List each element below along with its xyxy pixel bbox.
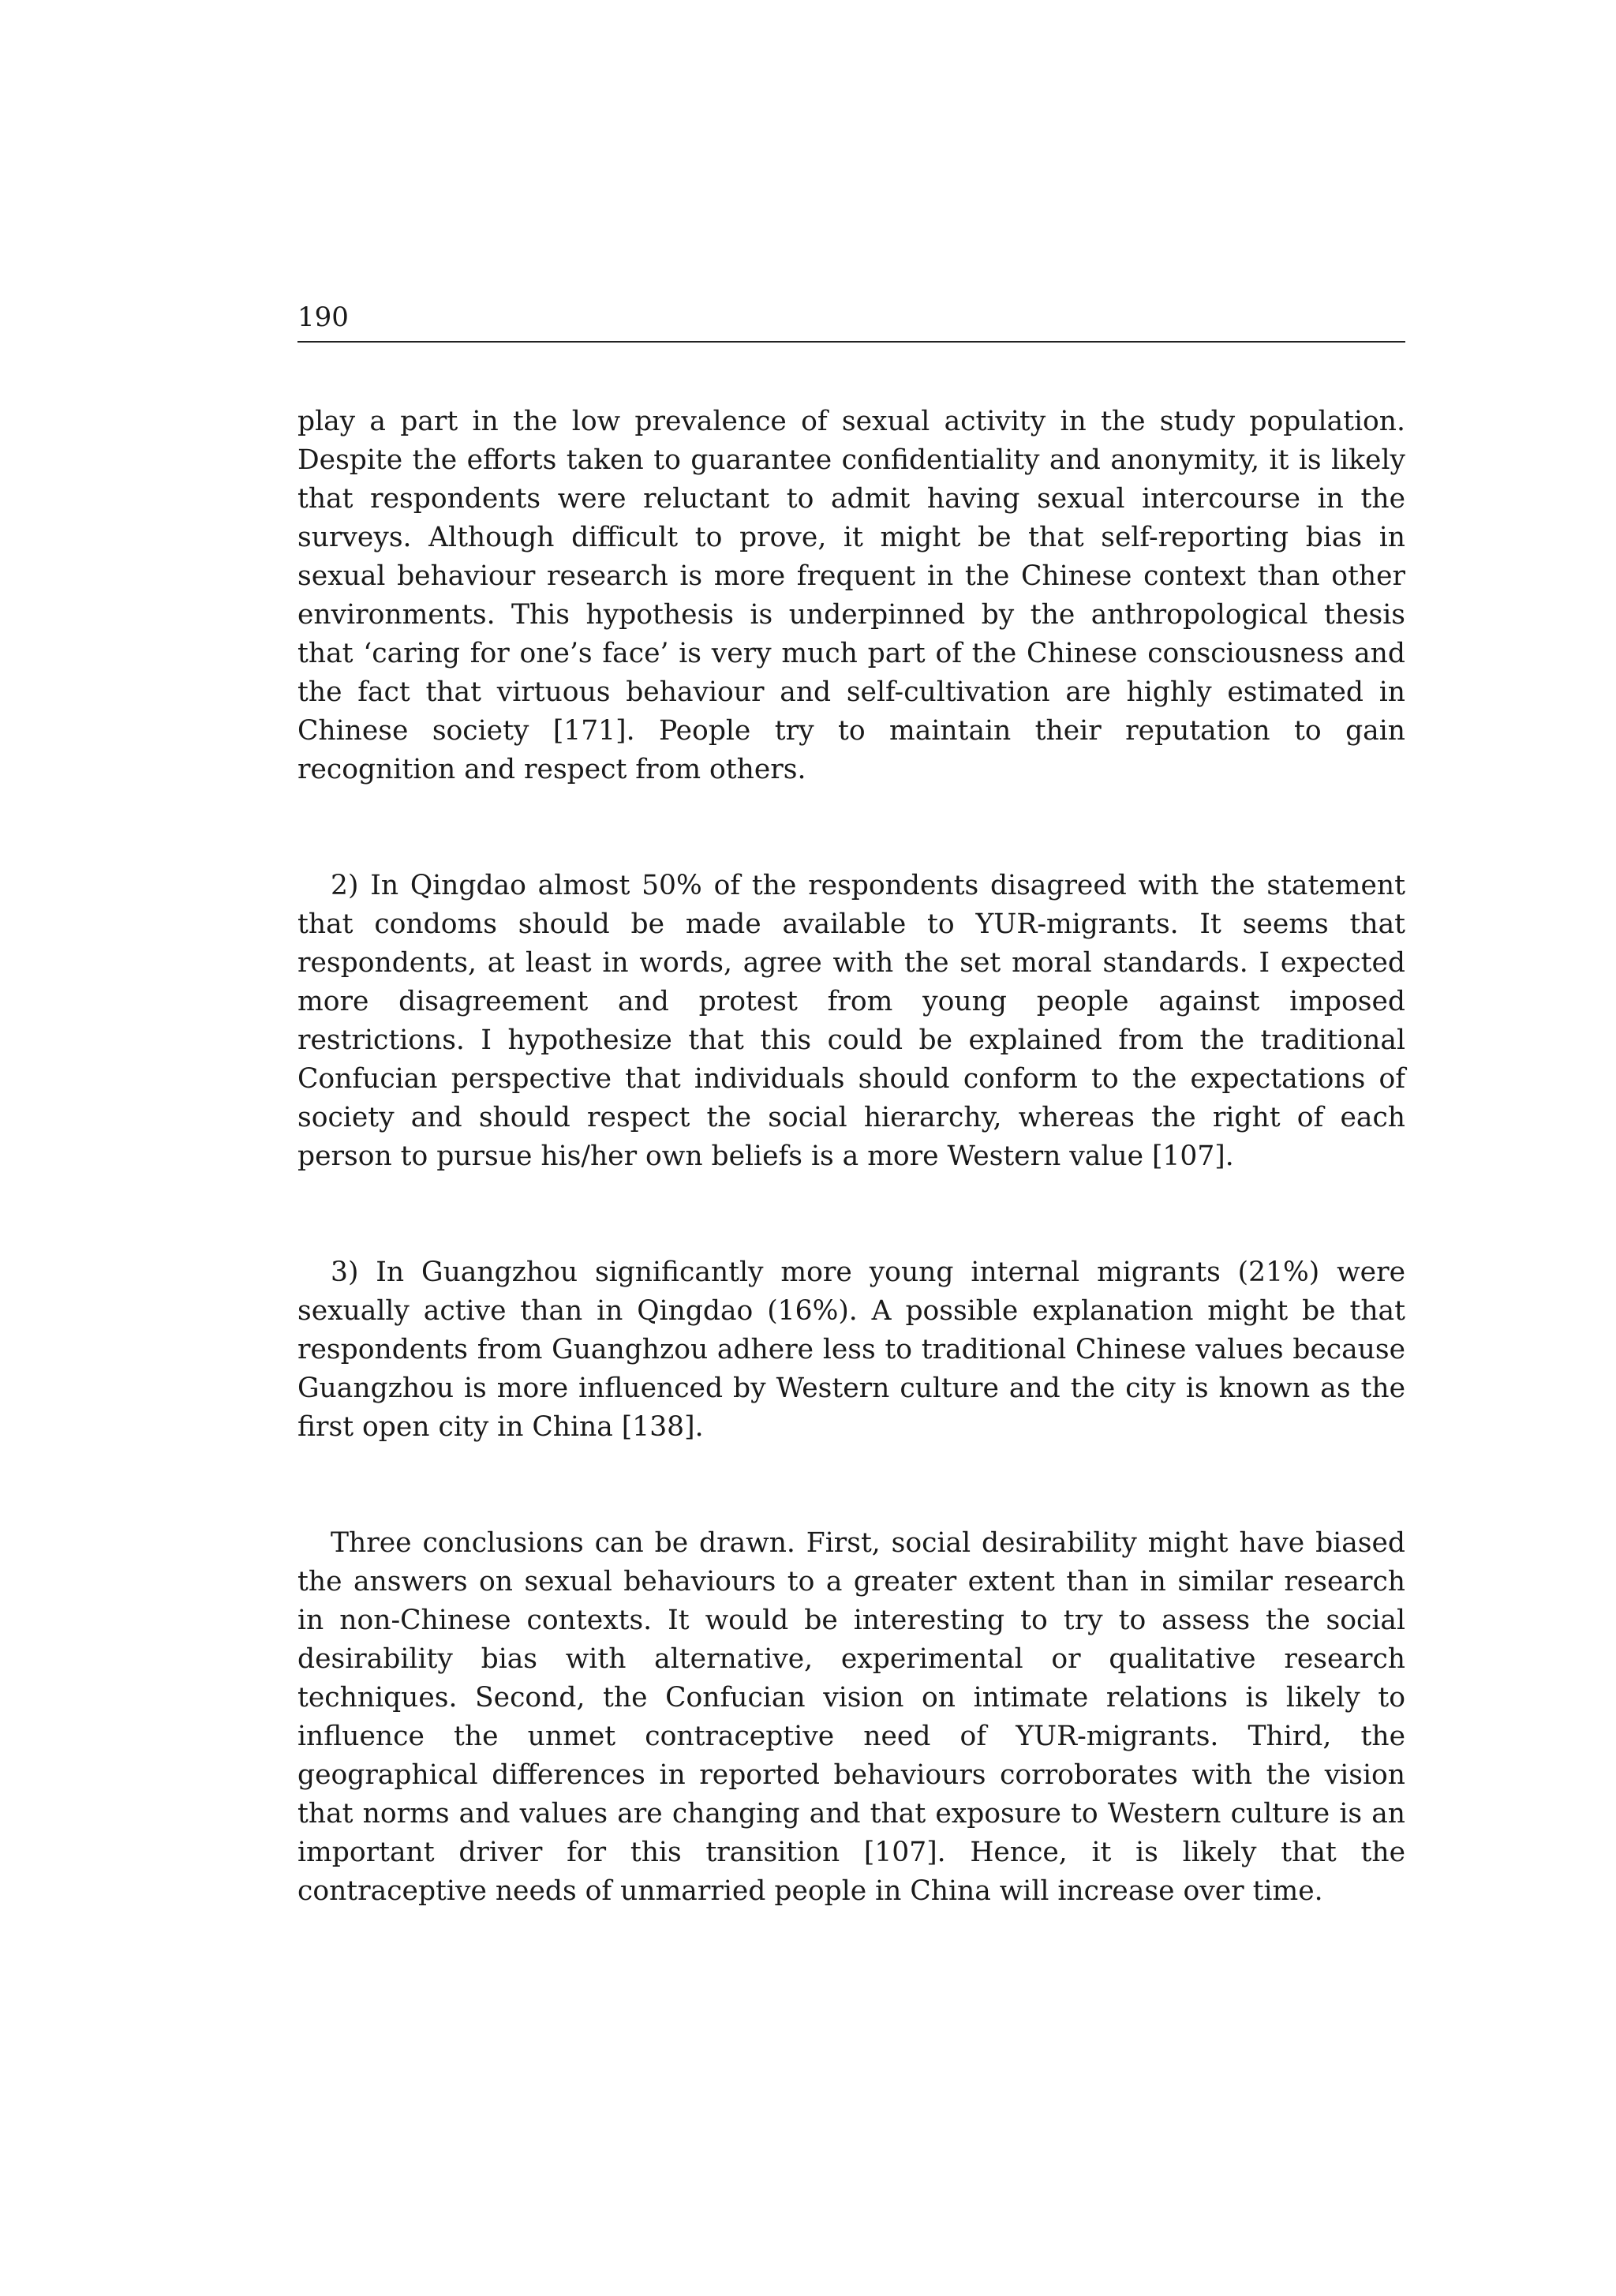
page-number: 190 [297,302,349,333]
paragraph-point-2: 2) In Qingdao almost 50% of the respondents disagreed with the statement that condoms should be made available to YUR-migrants. It seems that respondents, at least in words, agree with the set moral standards. I expected more disagreement and protest from young people against imposed restrictions. I hypothesize that this could be explained from the traditional Confucian perspective that individuals should conform to the expectations of society and should respect the social hierarchy, whereas the right of each person to pursue his/her own beliefs is a more Western value [107]. [297,870,1405,1172]
paragraph-conclusions: Three conclusions can be drawn. First, social desirability might have biased the answers on sexual behaviours to a greater extent than in similar research in non-Chinese contexts. It would be interesting to try to assess the social desirability bias with alternative, experimental or qualitative research techniques. Second, the Confucian vision on intimate relations is likely to influence the unmet contraceptive need of YUR-migrants. Third, the geographical differences in reported behaviours corroborates with the vision that norms and values are changing and that exposure to Western culture is an important driver for this transition [107]. Hence, it is likely that the contraceptive needs of unmarried people in China will increase over time. [297,1527,1405,1907]
paragraph-continuation: play a part in the low prevalence of sexual activity in the study population. Despite the efforts taken to guarantee confidentiality and anonymity, it is likely that respondents were reluctant to admit having sexual intercourse in the surveys. Although difficult to prove, it might be that self-reporting bias in sexual behaviour research is more frequent in the Chinese context than other environments. This hypothesis is underpinned by the anthropological thesis that ‘caring for one’s face’ is very much part of the Chinese consciousness and the fact that virtuous behaviour and self-cultivation are highly estimated in Chinese society [171]. People try to maintain their reputation to gain recognition and respect from others. [297,406,1405,785]
paragraph-point-3: 3) In Guangzhou significantly more young internal migrants (21%) were sexually active than in Qingdao (16%). A possible explanation might be that respondents from Guanghzou adhere less to traditional Chinese values because Guangzhou is more influenced by Western culture and the city is known as the first open city in China [138]. [297,1257,1405,1443]
page-body [297,403,1405,1911]
page-header [297,302,1405,343]
